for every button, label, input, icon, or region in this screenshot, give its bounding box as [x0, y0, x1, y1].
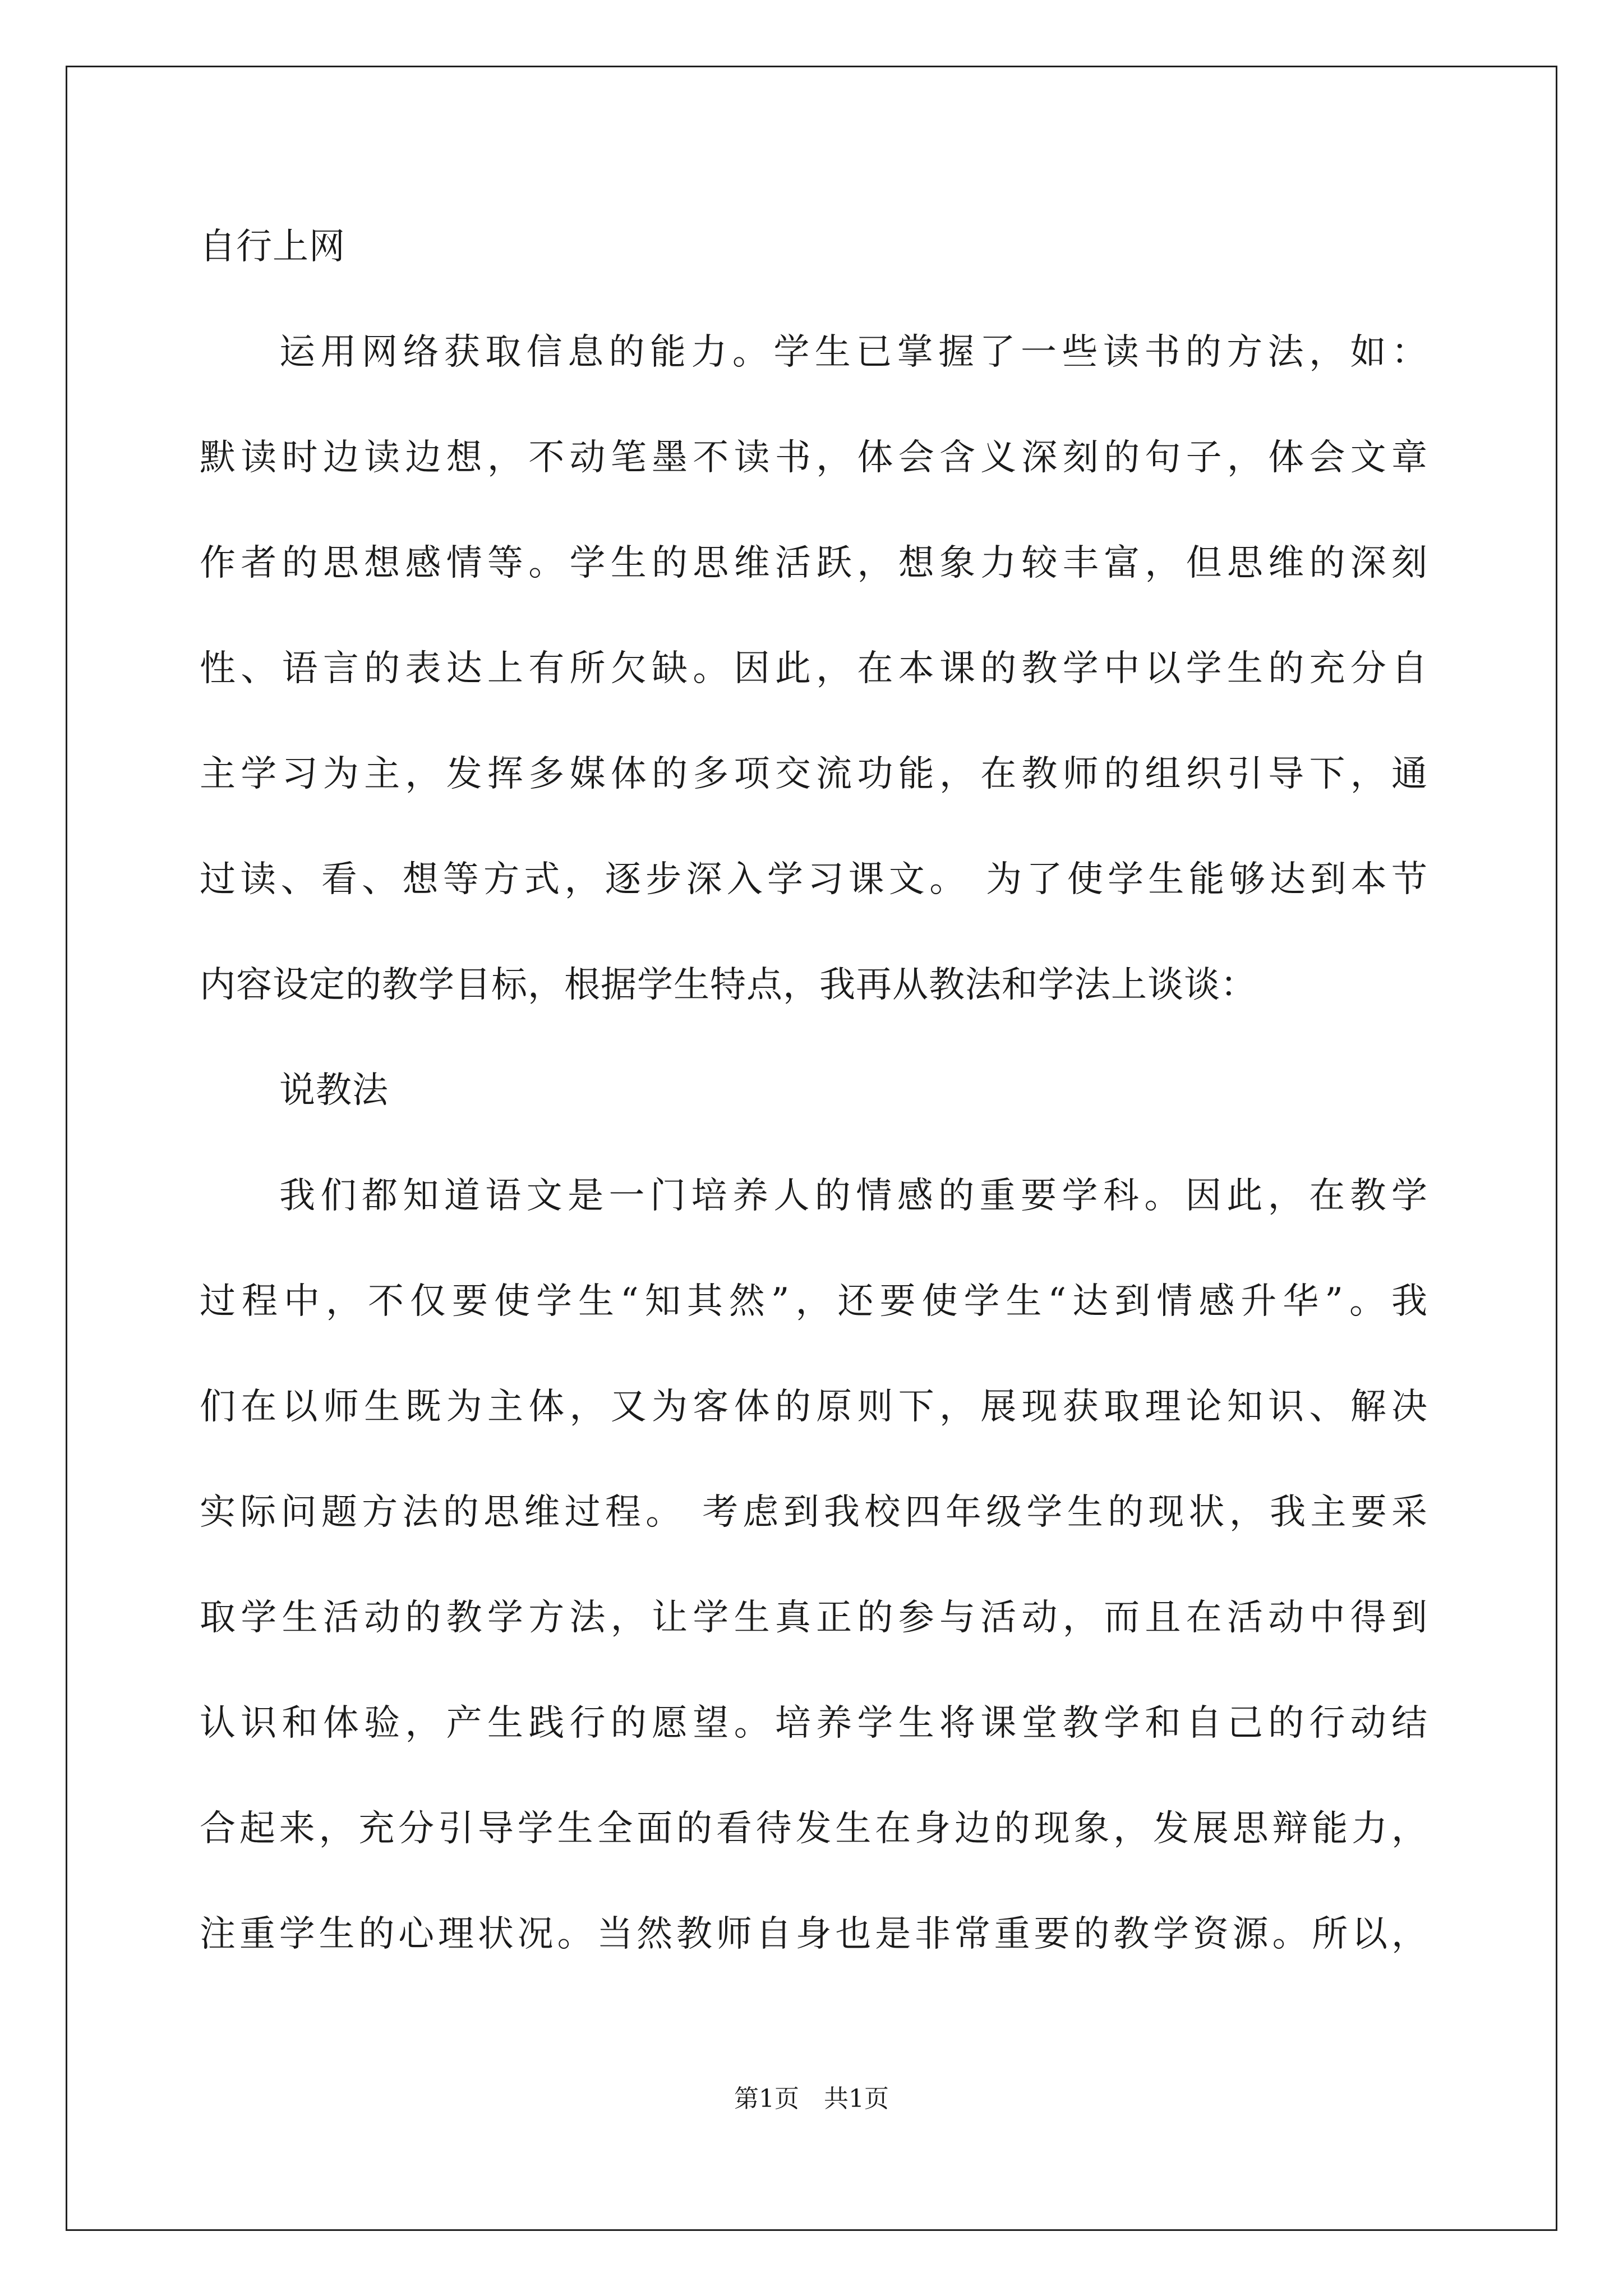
text-line: 性、语言的表达上有所欠缺。因此，在本课的教学中以学生的充分自: [200, 648, 1428, 689]
text-line: 默读时边读边想，不动笔墨不读书，体会含义深刻的句子，体会文章: [200, 437, 1428, 478]
text-line: 实际问题方法的思维过程。 考虑到我校四年级学生的现状，我主要采: [200, 1492, 1428, 1533]
text-line: 过读、看、想等方式，逐步深入学习课文。 为了使学生能够达到本节: [200, 859, 1428, 900]
text-line: 取学生活动的教学方法，让学生真正的参与活动，而且在活动中得到: [200, 1597, 1428, 1639]
text-line: 注重学生的心理状况。当然教师自身也是非常重要的教学资源。所以，: [200, 1913, 1428, 1955]
text-line: 我们都知道语文是一门培养人的情感的重要学科。因此，在教学: [279, 1175, 1428, 1217]
text-line: 合起来，充分引导学生全面的看待发生在身边的现象，发展思辩能力，: [200, 1808, 1428, 1849]
text-line: 们在以师生既为主体，又为客体的原则下，展现获取理论知识、解决: [200, 1386, 1428, 1428]
text-line: 认识和体验，产生践行的愿望。培养学生将课堂教学和自己的行动结: [200, 1703, 1428, 1744]
section-heading: 说教法: [279, 1070, 389, 1111]
page-number-footer: 第1页 共1页: [734, 2085, 889, 2113]
text-line: 过程中，不仅要使学生“知其然”，还要使学生“达到情感升华”。我: [200, 1281, 1428, 1322]
text-line: 内容设定的教学目标，根据学生特点，我再从教法和学法上谈谈：: [200, 964, 1257, 1006]
text-line: 主学习为主，发挥多媒体的多项交流功能，在教师的组织引导下，通: [200, 753, 1428, 795]
text-line: 作者的思想感情等。学生的思维活跃，想象力较丰富，但思维的深刻: [200, 542, 1428, 584]
text-line: 运用网络获取信息的能力。学生已掌握了一些读书的方法，如：: [279, 332, 1428, 373]
text-line-heading: 自行上网: [200, 226, 345, 268]
